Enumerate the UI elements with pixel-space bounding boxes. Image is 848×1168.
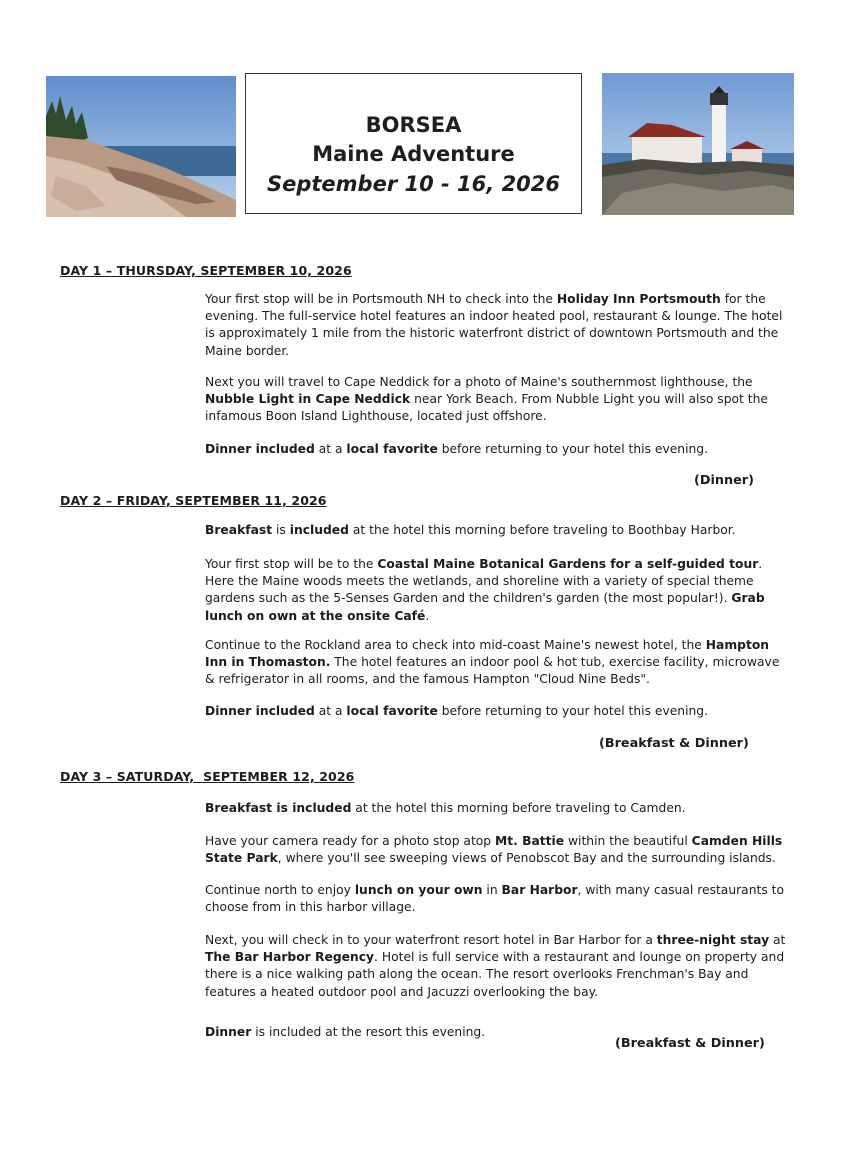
day-2-paragraph-3: Continue to the Rockland area to check into mid-coast Maine's newest hotel, the Hampton Inn in Thomaston. The hotel features an indoor pool & hot tub, exercise facility, microwave & refrigerator in all rooms, and the famous Hampton "Cloud Nine Beds". xyxy=(205,638,780,687)
bold-text: Breakfast is included xyxy=(205,801,352,815)
day-3-paragraph-1: Breakfast is included at the hotel this morning before traveling to Camden. xyxy=(205,801,686,815)
day-2-paragraph-2: Your first stop will be to the Coastal Maine Botanical Gardens for a self-guided tour. Here the Maine woods meets the wetlands, and shoreline with a variety of special theme gardens such as the 5-Senses Garden and the children's garden (the most popular!). Grab lunch on own at the onsite Café. xyxy=(205,557,765,623)
bold-text: three-night stay xyxy=(656,933,770,947)
day-3-paragraph-3: Continue north to enjoy lunch on your own in Bar Harbor, with many casual restaurants to choose from in this harbor village. xyxy=(205,883,784,915)
day-1-meals: (Dinner) xyxy=(694,473,754,488)
tour-name: Maine Adventure xyxy=(312,142,515,166)
bold-text: local favorite xyxy=(346,442,438,456)
day-1-heading: DAY 1 – THURSDAY, SEPTEMBER 10, 2026 xyxy=(60,263,352,278)
bold-text: Dinner included xyxy=(205,704,315,718)
lighthouse-photo xyxy=(602,73,794,215)
bold-text: Hampton Inn in Thomaston. xyxy=(205,638,770,670)
bold-text: Mt. Battie xyxy=(495,834,565,848)
day-3-paragraph-4: Next, you will check in to your waterfront resort hotel in Bar Harbor for a three-night stay at The Bar Harbor Regency. Hotel is full service with a restaurant and lounge on property and there is a nice walking path along the ocean. The resort overlooks Frenchman's Bay and features a heated outdoor pool and Jacuzzi overlooking the bay. xyxy=(205,933,786,999)
day-1-paragraph-3: Dinner included at a local favorite before returning to your hotel this evening. xyxy=(205,442,709,456)
bold-text: The Bar Harbor Regency xyxy=(205,950,375,965)
bold-text: Bar Harbor xyxy=(501,883,578,897)
bold-text: Grab lunch on own at the onsite Café xyxy=(205,591,765,623)
day-1-paragraph-1: Your first stop will be in Portsmouth NH to check into the Holiday Inn Portsmouth for the evening. The full-service hotel features an indoor heated pool, restaurant & lounge. The hotel is approximately 1 mile from the historic waterfront district of downtown Portsmouth and the Maine border. xyxy=(205,292,783,358)
bold-text: included xyxy=(289,523,349,537)
rocky-coast-photo xyxy=(46,76,236,217)
bold-text: Breakfast xyxy=(205,523,273,537)
tour-dates: September 10 - 16, 2026 xyxy=(266,172,561,196)
bold-text: Dinner xyxy=(205,1025,252,1039)
bold-text: Holiday Inn Portsmouth xyxy=(556,292,721,306)
bold-text: Nubble Light in Cape Neddick xyxy=(205,392,411,407)
day-3-paragraph-2: Have your camera ready for a photo stop atop Mt. Battie within the beautiful Camden Hills State Park, where you'll see sweeping views of Penobscot Bay and the surrounding islands. xyxy=(205,834,783,866)
bold-text: lunch on your own xyxy=(354,883,483,897)
tour-company-name: BORSEA xyxy=(365,113,462,137)
day-2-paragraph-1: Breakfast is included at the hotel this morning before traveling to Boothbay Harbor. xyxy=(205,523,736,537)
tour-title-box xyxy=(245,73,582,214)
bold-text: local favorite xyxy=(346,704,438,718)
bold-text: Dinner included xyxy=(205,442,315,456)
day-3-heading: DAY 3 – SATURDAY, SEPTEMBER 12, 2026 xyxy=(60,769,355,784)
day-3-meals: (Breakfast & Dinner) xyxy=(615,1036,765,1051)
bold-text: Coastal Maine Botanical Gardens for a self-guided tour xyxy=(377,557,759,571)
day-2-heading: DAY 2 – FRIDAY, SEPTEMBER 11, 2026 xyxy=(60,493,327,508)
day-3-paragraph-5: Dinner is included at the resort this evening. xyxy=(205,1025,486,1039)
day-1-paragraph-2: Next you will travel to Cape Neddick for a photo of Maine's southernmost lighthouse, the Nubble Light in Cape Neddick near York Beach. From Nubble Light you will also spot the infamous Boon Island Lighthouse, located just offshore. xyxy=(205,375,768,424)
bold-text: Camden Hills State Park xyxy=(205,834,783,866)
day-2-meals: (Breakfast & Dinner) xyxy=(599,736,749,751)
day-2-paragraph-4: Dinner included at a local favorite before returning to your hotel this evening. xyxy=(205,704,709,718)
